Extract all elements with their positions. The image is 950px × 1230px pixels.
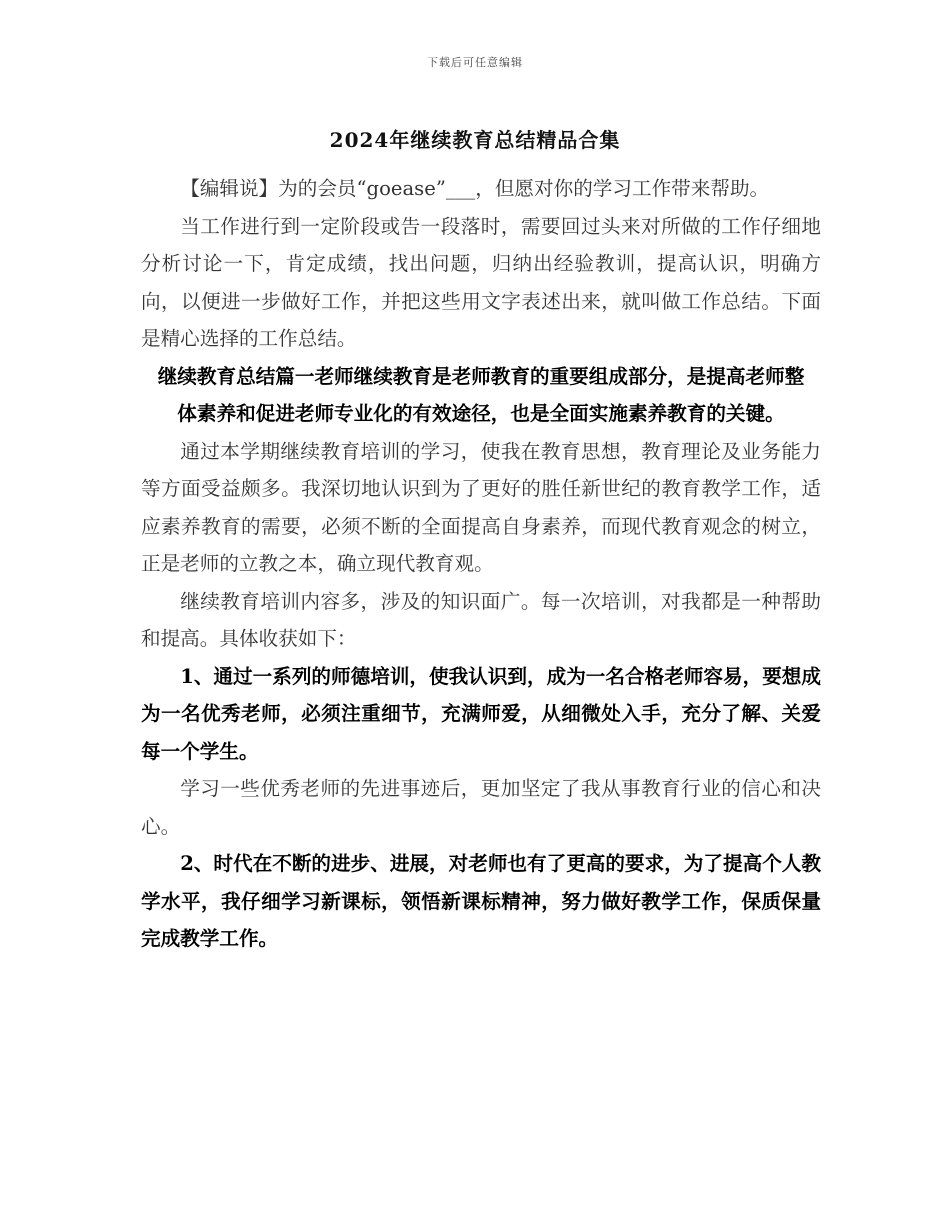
header-note: 下载后可任意编辑 [427, 56, 523, 69]
document-body [141, 170, 821, 958]
intro-paragraph: 当工作进行到一定阶段或告一段落时，需要回过头来对所做的工作仔细地分析讨论一下，肯定成绩，找出问题，归纳出经验教训，提高认识，明确方向，以便进一步做好工作，并把这些用文字表述出来，就叫做工作总结。下面是精心选择的工作总结。 [141, 214, 821, 350]
document-title: 2024年继续教育总结精品合集 [329, 128, 621, 152]
body-paragraph: 继续教育培训内容多，涉及的知识面广。每一次培训，对我都是一种帮助和提高。具体收获如下： [141, 589, 821, 650]
numbered-point-paragraph: 2、时代在不断的进步、进展，对老师也有了更高的要求，为了提高个人教学水平，我仔细学习新课标，领悟新课标精神，努力做好教学工作，保质保量完成教学工作。 [141, 852, 821, 950]
numbered-point-paragraph: 1、通过一系列的师德培训，使我认识到，成为一名合格老师容易，要想成为一名优秀老师，必须注重细节，充满师爱，从细微处入手，充分了解、关爱每一个学生。 [141, 664, 821, 763]
editor-note-paragraph: 【编辑说】为的会员“goease”___，但愿对你的学习工作带来帮助。 [180, 177, 770, 200]
body-paragraph: 通过本学期继续教育培训的学习，使我在教育思想，教育理论及业务能力等方面受益颇多。我深切地认识到为了更好的胜任新世纪的教育教学工作，适应素养教育的需要，必须不断的全面提高自身素养，而现代教育观念的树立，正是老师的立教之本，确立现代教育观。 [141, 439, 821, 575]
body-paragraph: 学习一些优秀老师的先进事迹后，更加坚定了我从事教育行业的信心和决心。 [141, 777, 821, 838]
section-heading-paragraph: 继续教育总结篇一老师继续教育是老师教育的重要组成部分，是提高老师整体素养和促进老师专业化的有效途径，也是全面实施素养教育的关键。 [157, 364, 805, 425]
